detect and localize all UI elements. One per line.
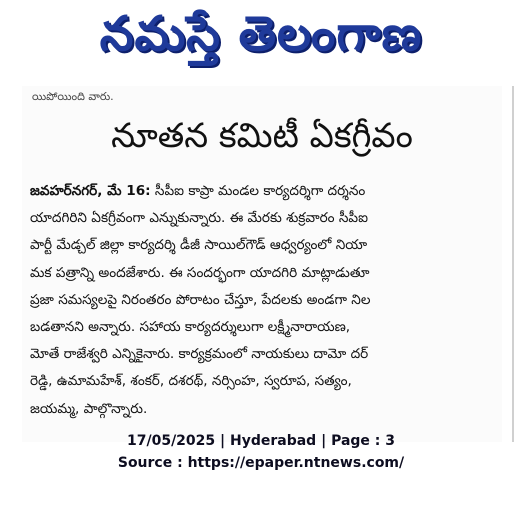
article-dateline: జవహర్‌నగర్, మే 16: [30, 183, 151, 199]
publication-info: 17/05/2025 | Hyderabad | Page : 3 [126, 433, 396, 449]
article-line-9: జయమ్మ, పాల్గొన్నారు. [30, 400, 148, 417]
article-line-5: ప్రజా సమస్యలపై నిరంతరం పోరాటం చేస్తూ, పేదలకు అండగా నిల [30, 291, 371, 308]
newspaper-logo: నమస్తే తెలంగాణ [99, 6, 423, 62]
article-line-7: మోతే రాజేశ్వరి ఎన్నికైనారు. కార్యక్రమంలో నాయకులు దామో దర్ [30, 346, 369, 363]
news-clipping [22, 86, 502, 442]
previous-article-fragment: యిపోయింది వారు. [32, 90, 114, 103]
clipping-border [512, 86, 514, 442]
source-footer [0, 430, 522, 474]
article-line-4: మక పత్రాన్ని అందజేశారు. ఈ సందర్భంగా యాదగిరి మాట్లాడుతూ [30, 264, 370, 281]
article-headline: నూతన కమిటీ ఏకగ్రీవం [111, 116, 413, 156]
article-line-1: జవహర్‌నగర్, మే 16: సీపీఐ కాప్రా మండల కార్యదర్శిగా దర్శనం [30, 183, 366, 199]
source-link[interactable]: Source : https://epaper.ntnews.com/ [117, 455, 405, 471]
article-line-8: రెడ్డి, ఉమామహేశ్, శంకర్, దశరథ్, నర్సింహ, స్వరూప, సత్యం, [30, 373, 352, 390]
article-line-6: బడతానని అన్నారు. సహాయ కార్యదర్శులుగా లక్ష్మీనారాయణ, [30, 319, 351, 336]
article-line-3: పార్టీ మేడ్చల్ జిల్లా కార్యదర్శి డీజీ సాయిల్‌గౌడ్ ఆధ్వర్యంలో నియా [30, 237, 368, 254]
article-body [30, 178, 498, 423]
article-line-2: యాదగిరిని ఏకగ్రీవంగా ఎన్నుకున్నారు. ఈ మేరకు శుక్రవారం సీపీఐ [30, 210, 368, 227]
masthead [0, 0, 522, 80]
